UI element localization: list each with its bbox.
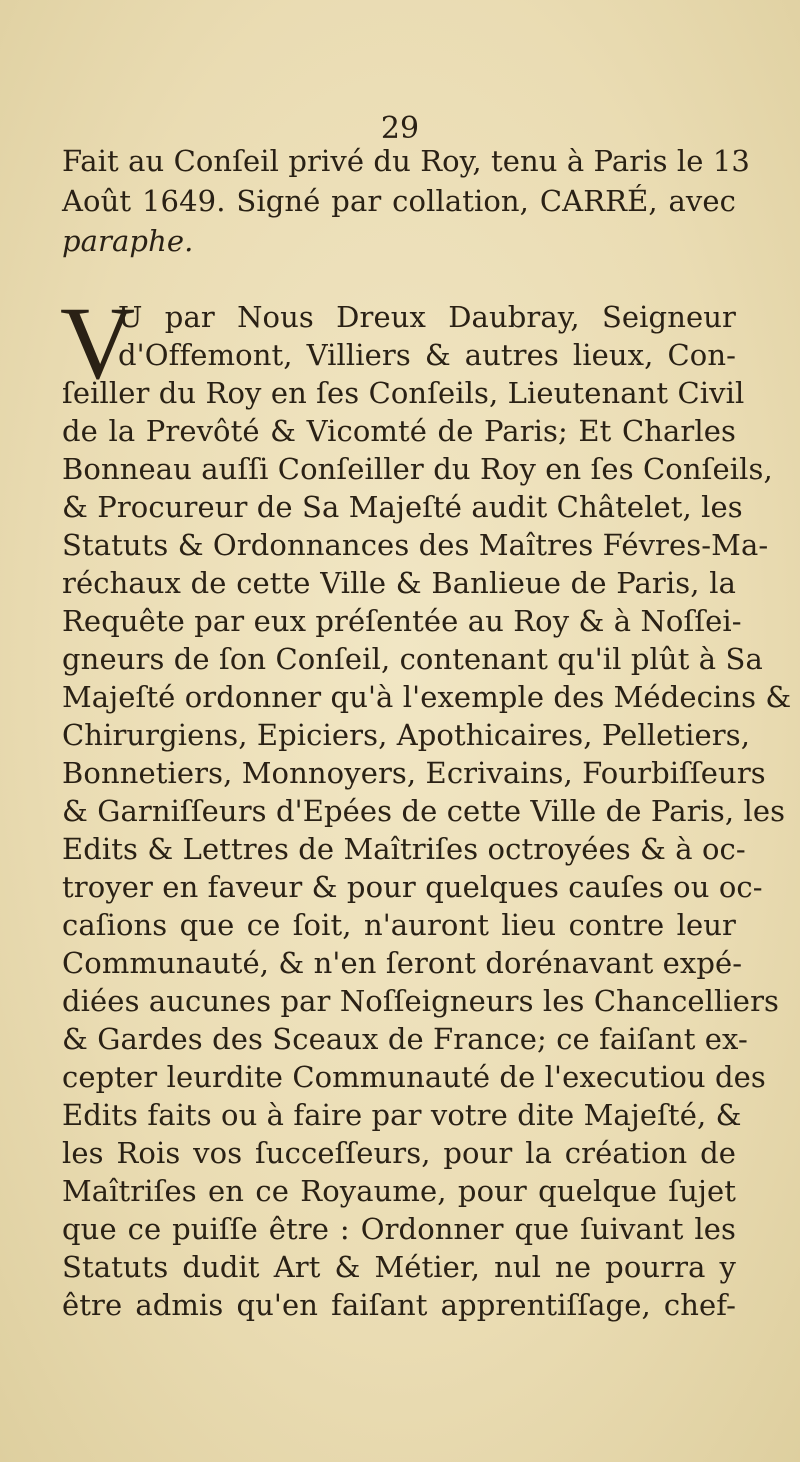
heading-line-2-text: Août 1649. Signé par collation, CARRÉ, avec <box>62 184 736 218</box>
body-line: troyer en faveur & pour quelques cauſes ou oc- <box>62 870 763 904</box>
body-line: Maîtriſes en ce Royaume, pour quelque ſujet <box>62 1174 736 1208</box>
body-line: caſions que ce ſoit, n'auront lieu contre leur <box>62 908 736 942</box>
body-line: être admis qu'en faiſant apprentiſſage, chef- <box>62 1288 736 1322</box>
body-line: les Rois vos ſucceſſeurs, pour la création de <box>62 1136 736 1170</box>
body-line: que ce puiſſe être : Ordonner que ſuivant les <box>62 1212 736 1246</box>
body-line: & Procureur de Sa Majeſté audit Châtelet, les <box>62 490 743 524</box>
body-line: U par Nous Dreux Daubray, Seigneur <box>118 300 736 334</box>
body-line: & Gardes des Sceaux de France; ce faiſant ex- <box>62 1022 748 1056</box>
page-number: 29 <box>380 111 420 146</box>
body-line: Edits faits ou à faire par votre dite Majeſté, & <box>62 1098 742 1132</box>
heading-line-2 <box>62 182 736 220</box>
body-line: de la Prevôté & Vicomté de Paris; Et Charles <box>62 414 736 448</box>
body-line: cepter leurdite Communauté de l'executiou des <box>62 1060 766 1094</box>
body-line: Majeſté ordonner qu'à l'exemple des Médecins & <box>62 680 792 714</box>
body-line: Statuts & Ordonnances des Maîtres Févres-Ma- <box>62 528 769 562</box>
body-line: ſeiller du Roy en ſes Conſeils, Lieutenant Civil <box>62 376 745 410</box>
body-line: gneurs de ſon Conſeil, contenant qu'il plût à Sa <box>62 642 763 676</box>
body-line: Bonneau auſſi Conſeiller du Roy en ſes Conſeils, <box>62 452 773 486</box>
body-line: d'Offemont, Villiers & autres lieux, Con- <box>118 338 736 372</box>
body-line: Statuts dudit Art & Métier, nul ne pourra y <box>62 1250 736 1284</box>
body-line: Communauté, & n'en ſeront dorénavant expé- <box>62 946 743 980</box>
heading-line-1: Fait au Conſeil privé du Roy, tenu à Paris le 13 <box>62 144 750 178</box>
body-line: diées aucunes par Noſſeigneurs les Chancelliers <box>62 984 780 1018</box>
body-line: Bonnetiers, Monnoyers, Ecrivains, Fourbiſſeurs <box>62 756 766 790</box>
heading-line-3: paraphe. <box>62 224 194 258</box>
body-line: & Garniſſeurs d'Epées de cette Ville de Paris, les <box>62 794 786 828</box>
body-line: Requête par eux préſentée au Roy & à Noſſei- <box>62 604 742 638</box>
body-line: Edits & Lettres de Maîtriſes octroyées & à oc- <box>62 832 746 866</box>
body-line: réchaux de cette Ville & Banlieue de Paris, la <box>62 566 736 600</box>
drop-cap: V <box>60 286 136 401</box>
body-line: Chirurgiens, Epiciers, Apothicaires, Pelletiers, <box>62 718 751 752</box>
